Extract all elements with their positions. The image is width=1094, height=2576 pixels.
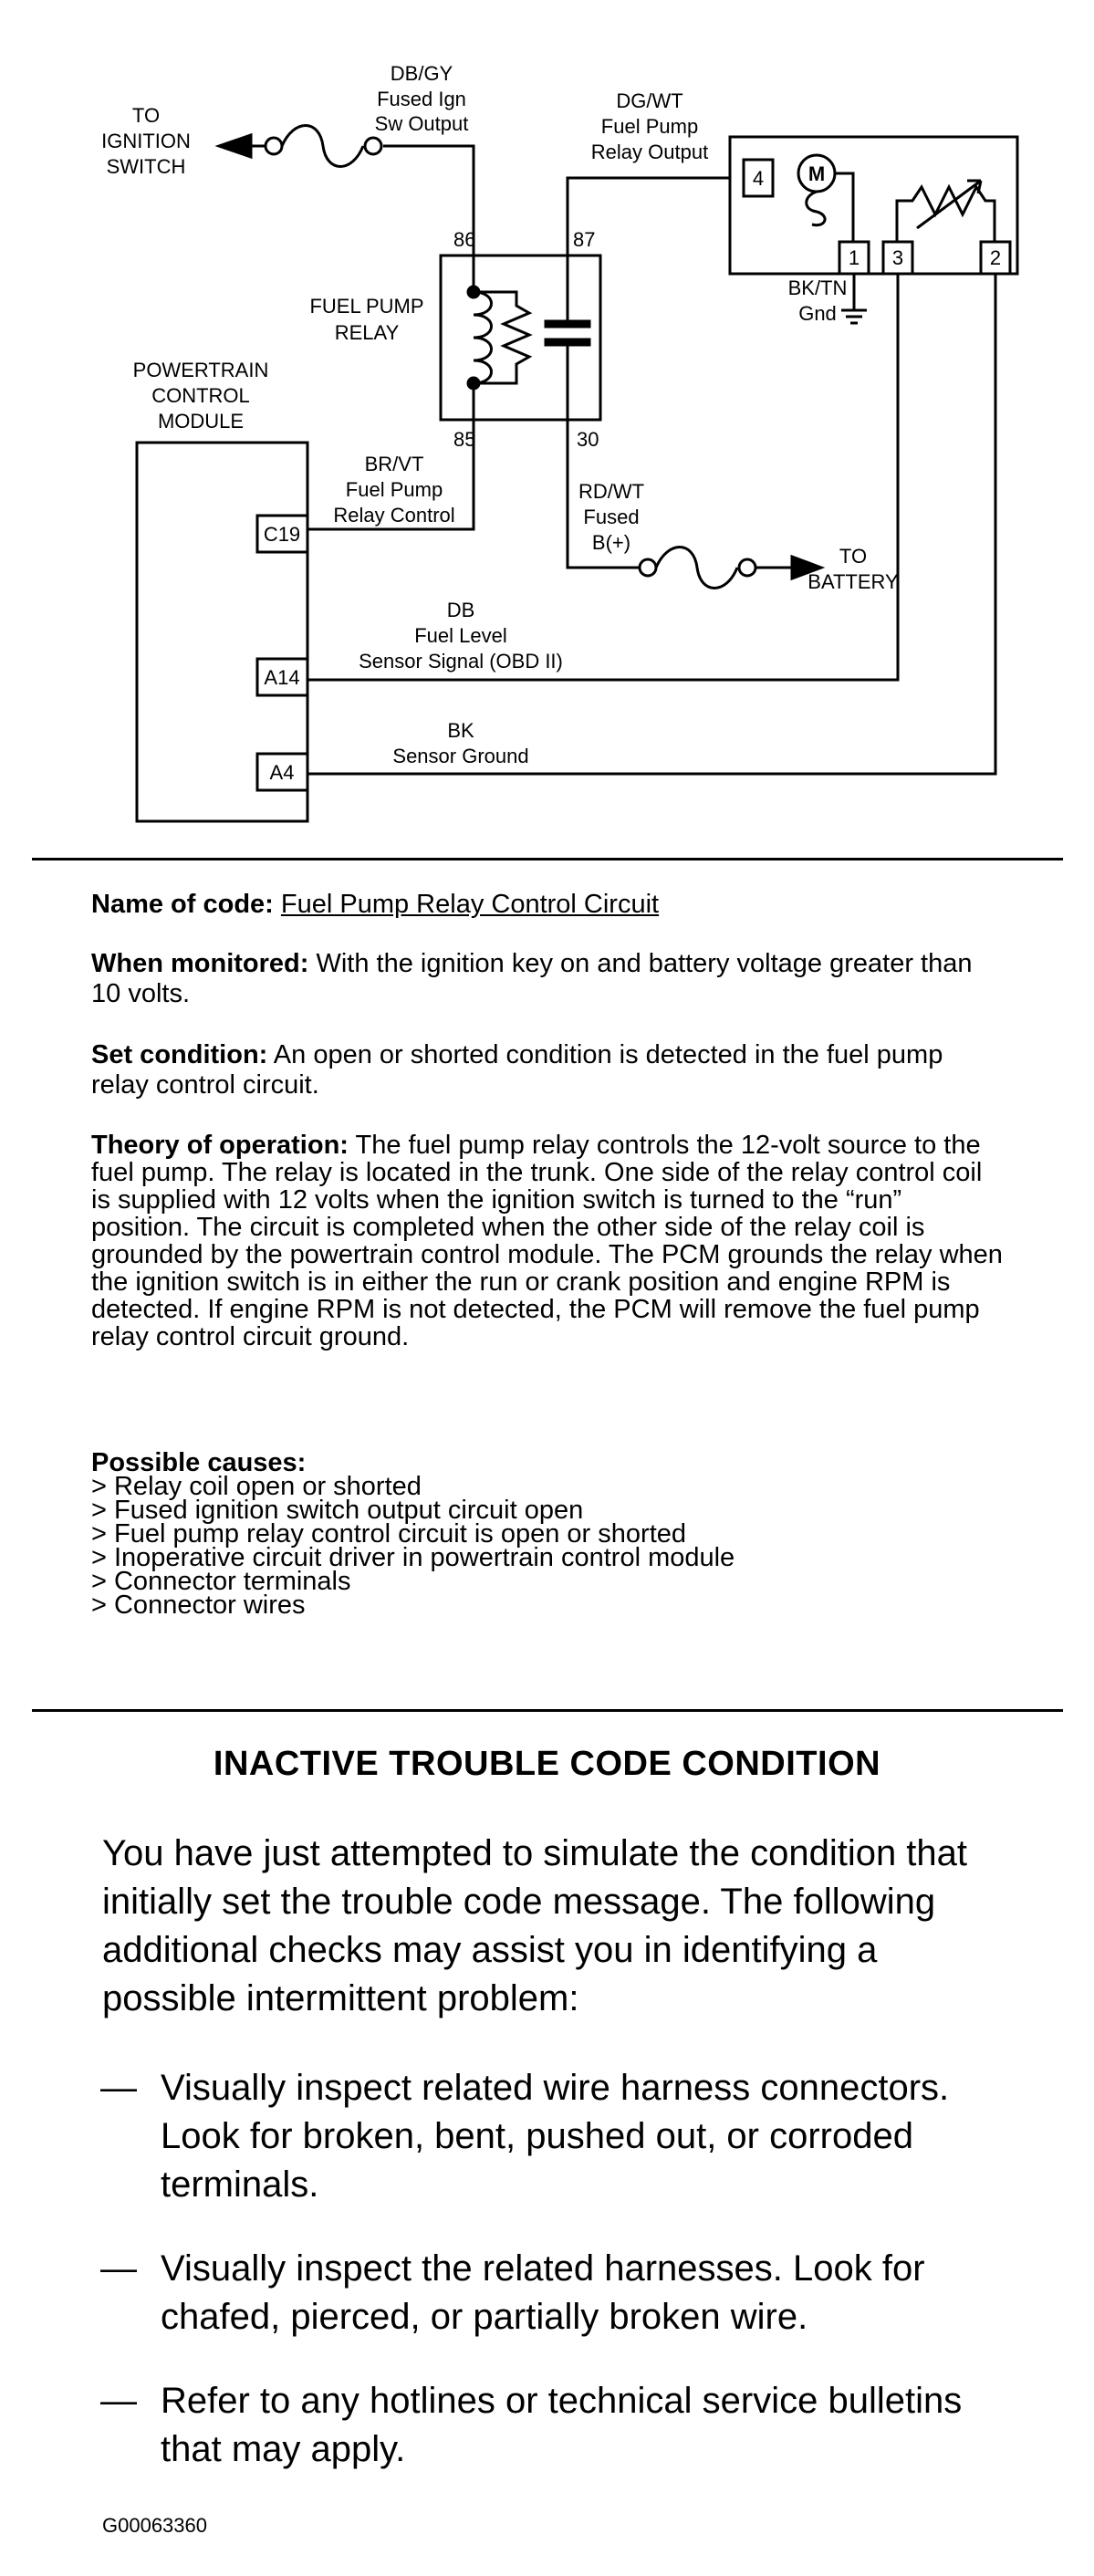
fuse-ignition-icon bbox=[266, 126, 381, 167]
to-ignition-label-2: IGNITION bbox=[101, 130, 191, 152]
cause-item: > Inoperative circuit driver in powertrain control module bbox=[91, 1543, 735, 1572]
relay-control-label-2: Fuel Pump bbox=[345, 478, 443, 501]
fuel-pump-relay-wiring-diagram bbox=[0, 0, 1094, 849]
theory-label: Theory of operation: bbox=[91, 1131, 349, 1160]
relay-label-2: RELAY bbox=[334, 321, 400, 344]
set-condition-value: An open or shorted condition is detected in the fuel pump relay control circuit. bbox=[91, 1040, 943, 1100]
to-ignition-label-3: SWITCH bbox=[106, 155, 186, 178]
set-condition-section bbox=[91, 1040, 1004, 1100]
when-monitored-label: When monitored: bbox=[91, 949, 309, 978]
fuel-level-label-2: Fuel Level bbox=[414, 624, 507, 647]
theory-section bbox=[91, 1132, 1004, 1351]
ground-wire-label-1: BK/TN bbox=[787, 276, 848, 299]
pump-pin-3-label: 3 bbox=[891, 246, 904, 269]
fuel-level-label-1: DB bbox=[446, 599, 475, 621]
possible-causes-section bbox=[91, 1448, 1004, 1620]
relay-contact-plate-bottom bbox=[546, 339, 589, 345]
pcm-label-3: MODULE bbox=[157, 410, 245, 433]
ground-wire-label-2: Gnd bbox=[798, 302, 837, 325]
pcm-pin-c19-label: C19 bbox=[263, 523, 301, 546]
arrow-to-ignition-icon bbox=[219, 135, 251, 157]
figure-id: G00063360 bbox=[102, 2514, 207, 2537]
fuel-level-sender-icon bbox=[897, 187, 995, 242]
relay-contact-plate-top bbox=[546, 321, 589, 327]
pump-pin-2-label: 2 bbox=[989, 246, 1002, 269]
fused-ign-label-3: Sw Output bbox=[374, 112, 469, 135]
dash-bullet: — bbox=[100, 2248, 137, 2289]
check-item-text: Visually inspect the related harnesses. Look for chafed, pierced, or partially broken wire. bbox=[161, 2248, 925, 2337]
possible-causes-label: Possible causes: bbox=[91, 1448, 307, 1477]
fuel-level-label-3: Sensor Signal (OBD II) bbox=[359, 650, 563, 673]
pump-output-label-2: Fuel Pump bbox=[600, 115, 699, 138]
cause-item: > Connector wires bbox=[91, 1590, 306, 1620]
to-battery-label-1: TO bbox=[839, 545, 868, 568]
pump-pin-1-label: 1 bbox=[848, 246, 860, 269]
sensor-ground-label-1: BK bbox=[447, 719, 474, 742]
pump-output-label-3: Relay Output bbox=[590, 141, 709, 163]
terminal-86-label: 86 bbox=[453, 228, 476, 251]
inactive-intro: You have just attempted to simulate the condition that initially set the trouble code message. The following additional checks may assist you in identifying a possible intermittent problem: bbox=[102, 1833, 968, 2018]
relay-label-1: FUEL PUMP bbox=[309, 295, 424, 318]
to-battery-label-2: BATTERY bbox=[807, 570, 899, 593]
cause-item: > Relay coil open or shorted bbox=[91, 1472, 422, 1501]
fused-battery-label-3: B(+) bbox=[591, 531, 631, 554]
pump-output-label-1: DG/WT bbox=[616, 89, 683, 112]
fuse-battery-icon bbox=[640, 548, 755, 589]
check-item-text: Visually inspect related wire harness connectors. Look for broken, bent, pushed out, or corroded terminals. bbox=[161, 2068, 950, 2205]
divider-bottom bbox=[32, 1709, 1063, 1712]
sensor-ground-label-2: Sensor Ground bbox=[392, 745, 529, 767]
fused-battery-label-2: Fused bbox=[583, 506, 640, 528]
to-ignition-label-1: TO bbox=[131, 104, 161, 127]
fused-battery-label-1: RD/WT bbox=[578, 480, 645, 503]
pcm-pin-a4-label: A4 bbox=[269, 761, 295, 784]
code-name-section bbox=[91, 890, 1004, 920]
code-name-label: Name of code: bbox=[91, 890, 274, 919]
divider-top bbox=[32, 858, 1063, 860]
pcm-label-2: CONTROL bbox=[151, 384, 250, 407]
pcm-label-1: POWERTRAIN bbox=[132, 359, 269, 381]
set-condition-label: Set condition: bbox=[91, 1040, 268, 1069]
fused-ign-label-2: Fused Ign bbox=[377, 88, 466, 110]
terminal-30-label: 30 bbox=[577, 428, 599, 451]
relay-control-label-1: BR/VT bbox=[364, 453, 424, 475]
cause-item: > Fused ignition switch output circuit open bbox=[91, 1496, 584, 1525]
theory-value: The fuel pump relay controls the 12-volt source to the fuel pump. The relay is located in the trunk. One side of the relay control coil is supplied with 12 volts when the ignition switch is turned to the “run” position. The circuit is completed when the other side of the relay coil is grounded by the powertrain control module. The PCM grounds the relay when the ignition switch is in either the run or crank position and engine RPM is detected. If engine RPM is not detected, the PCM will remove the fuel pump relay control circuit ground. bbox=[91, 1131, 1003, 1351]
motor-label: M bbox=[807, 162, 826, 185]
pcm-pin-a14-label: A14 bbox=[264, 666, 300, 689]
dash-bullet: — bbox=[100, 2381, 137, 2421]
terminal-87-label: 87 bbox=[573, 228, 596, 251]
terminal-85-label: 85 bbox=[453, 428, 476, 451]
cause-item: > Fuel pump relay control circuit is open or shorted bbox=[91, 1519, 687, 1549]
when-monitored-value: With the ignition key on and battery voltage greater than 10 volts. bbox=[91, 949, 973, 1008]
cause-item: > Connector terminals bbox=[91, 1567, 351, 1596]
inactive-title: INACTIVE TROUBLE CODE CONDITION bbox=[213, 1745, 881, 1783]
ground-symbol-icon bbox=[841, 310, 867, 323]
pump-pin-4-label: 4 bbox=[752, 167, 765, 190]
check-item-text: Refer to any hotlines or technical service bulletins that may apply. bbox=[161, 2381, 963, 2469]
relay-control-label-3: Relay Control bbox=[333, 504, 455, 527]
when-monitored-section bbox=[91, 949, 1004, 1009]
relay-coil-icon bbox=[474, 292, 492, 383]
fused-ign-label-1: DB/GY bbox=[390, 62, 453, 85]
dash-bullet: — bbox=[100, 2068, 137, 2108]
code-name-value: Fuel Pump Relay Control Circuit bbox=[280, 890, 660, 919]
fuel-pump-module-box bbox=[730, 137, 1017, 274]
